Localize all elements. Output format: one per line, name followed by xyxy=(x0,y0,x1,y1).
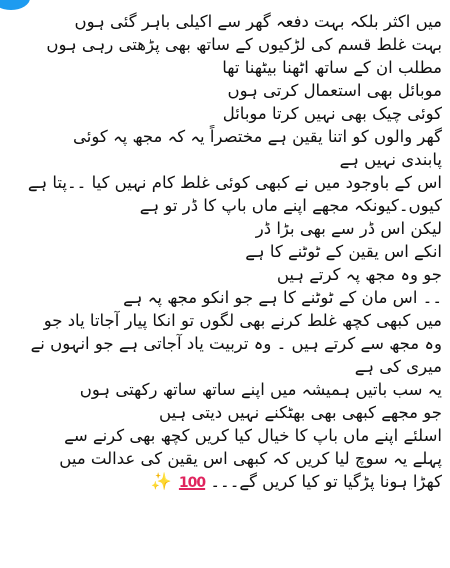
post-line: گھر والوں کو اتنا یقین ہے مختصراً یہ کہ مجھ پہ کوئی xyxy=(72,127,442,146)
post-line: پابندی نہیں ہے xyxy=(339,150,442,169)
post-line: ۔۔ اس مان کے ٹوٹنے کا ہے جو انکو مجھ پہ ہے xyxy=(123,288,442,307)
post-line: یہ سب باتیں ہمیشہ میں اپنے ساتھ ساتھ رکھتی ہوں xyxy=(79,380,442,399)
post-line-text: کھڑا ہونا پڑگیا تو کیا کریں گے۔۔۔ xyxy=(210,472,442,491)
post-line: موبائل بھی استعمال کرتی ہوں xyxy=(227,81,442,100)
hundred-points-icon: 100 xyxy=(178,475,206,491)
sparkles-icon: ✨ xyxy=(150,472,172,492)
post-line: میں کبھی کچھ غلط کرنے بھی لگوں تو انکا پیار آجاتا یاد جو xyxy=(43,311,442,330)
avatar[interactable] xyxy=(0,0,30,10)
post-line: میں اکثر بلکہ بہت دفعہ گھر سے اکیلی باہر گئی ہوں xyxy=(74,12,442,31)
post-line: جو مجھے کبھی بھی بھٹکنے نہیں دیتی ہیں xyxy=(159,403,442,422)
post-line: کیوں۔کیونکہ مجھے اپنے ماں باپ کا ڈر تو ہے xyxy=(139,196,442,215)
post-line: اسلئے اپنے ماں باپ کا خیال کیا کریں کچھ بھی کرنے سے xyxy=(64,426,442,445)
post-line: وہ مجھ سے کرتے ہیں ۔ وہ تربیت یاد آجاتی ہے جو انہوں نے xyxy=(30,334,442,353)
post-line: انکے اس یقین کے ٹوٹنے کا ہے xyxy=(245,242,442,261)
post-line: کوئی چیک بھی نہیں کرتا موبائل xyxy=(222,104,442,123)
post-line: لیکن اس ڈر سے بھی بڑا ڈر xyxy=(255,219,442,238)
post-line: اس کے باوجود میں نے کبھی کوئی غلط کام نہیں کیا ۔۔پتا ہے xyxy=(27,173,442,192)
post-line: مطلب ان کے ساتھ اٹھنا بیٹھنا تھا xyxy=(222,58,442,77)
post-line: پہلے یہ سوچ لیا کریں کہ کبھی اس یقین کی عدالت میں xyxy=(59,449,442,468)
post-line: جو وہ مجھ پہ کرتے ہیں xyxy=(276,265,442,284)
post-line: میری کی ہے xyxy=(354,357,442,376)
post-text xyxy=(6,10,442,493)
post-last-line xyxy=(6,470,442,493)
post-line: بہت غلط قسم کی لڑکیوں کے ساتھ بھی پڑھتی رہی ہوں xyxy=(46,35,442,54)
